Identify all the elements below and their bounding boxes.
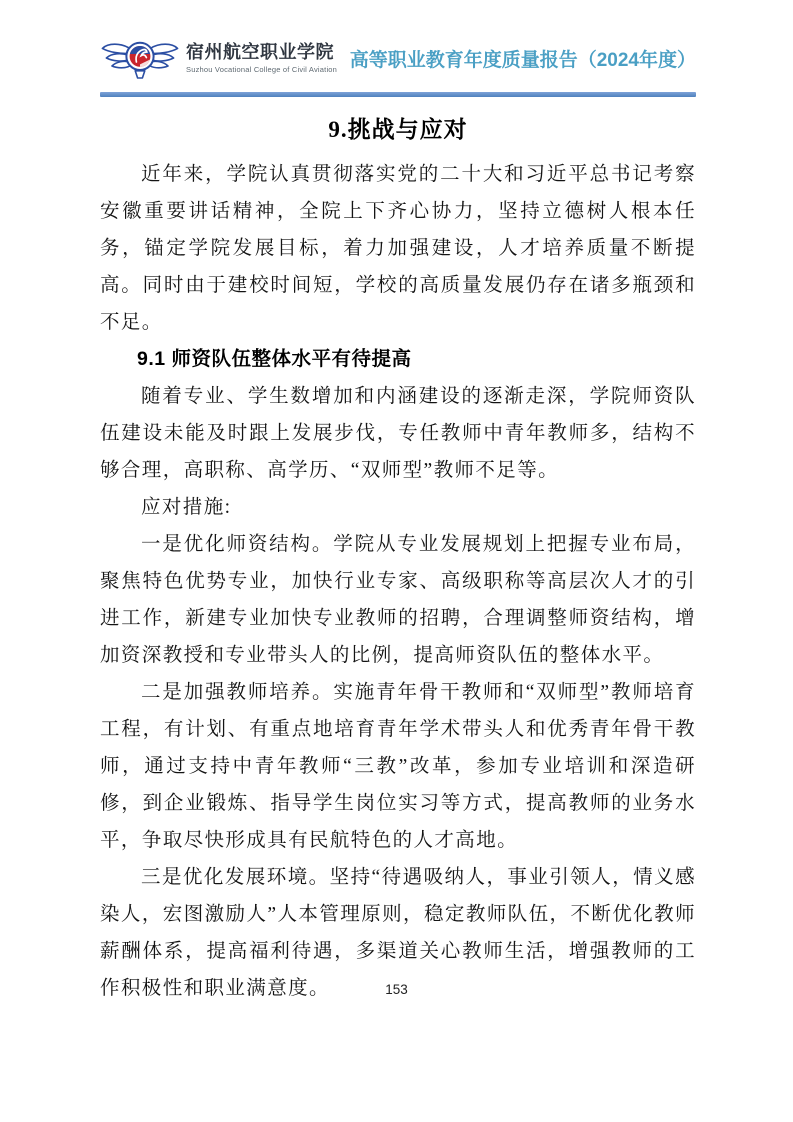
report-title: 高等职业教育年度质量报告（2024年度） <box>349 49 696 71</box>
college-name: 宿州航空职业学院 <box>186 42 334 63</box>
page-header <box>0 0 793 97</box>
college-emblem-icon <box>100 30 180 86</box>
college-name-block <box>186 42 337 74</box>
paragraph-measure-2: 二是加强教师培养。实施青年骨干教师和“双师型”教师培育工程，有计划、有重点地培育青年学术带头人和优秀青年骨干教师，通过支持中青年教师“三教”改革，参加专业培训和深造研修，到企业锻炼、指导学生岗位实习等方式，提高教师的业务水平，争取尽快形成具有民航特色的人才高地。 <box>100 682 696 851</box>
college-name-english: Suzhou Vocational College of Civil Aviation <box>186 64 338 74</box>
document-body <box>0 111 793 1007</box>
page-footer <box>0 982 793 997</box>
header-row <box>100 30 696 86</box>
chapter-title: 9.挑战与应对 <box>328 117 468 142</box>
paragraph-measure-1: 一是优化师资结构。学院从专业发展规划上把握专业布局，聚焦特色优势专业，加快行业专家、高级职称等高层次人才的引进工作，新建专业加快专业教师的招聘，合理调整师资结构，增加资深教授和专业带头人的比例，提高师资队伍的整体水平。 <box>100 534 696 666</box>
paragraph-measures-label: 应对措施: <box>141 497 232 518</box>
paragraph-measure-3: 三是优化发展环境。坚持“待遇吸纳人，事业引领人，情义感染人，宏图激励人”人本管理原则，稳定教师队伍，不断优化教师薪酬体系，提高福利待遇，多渠道关心教师生活，增强教师的工作积极性和职业满意度。 <box>100 867 696 999</box>
paragraph-intro: 近年来，学院认真贯彻落实党的二十大和习近平总书记考察安徽重要讲话精神，全院上下齐心协力，坚持立德树人根本任务，锚定学院发展目标，着力加强建设，人才培养质量不断提高。同时由于建校时间短，学校的高质量发展仍存在诸多瓶颈和不足。 <box>100 164 696 333</box>
paragraph-problem: 随着专业、学生数增加和内涵建设的逐渐走深，学院师资队伍建设未能及时跟上发展步伐，专任教师中青年教师多，结构不够合理，高职称、高学历、“双师型”教师不足等。 <box>100 386 696 481</box>
header-rule <box>100 92 696 97</box>
section-heading-9-1: 9.1 师资队伍整体水平有待提高 <box>137 348 412 370</box>
page-number: 153 <box>385 982 408 997</box>
